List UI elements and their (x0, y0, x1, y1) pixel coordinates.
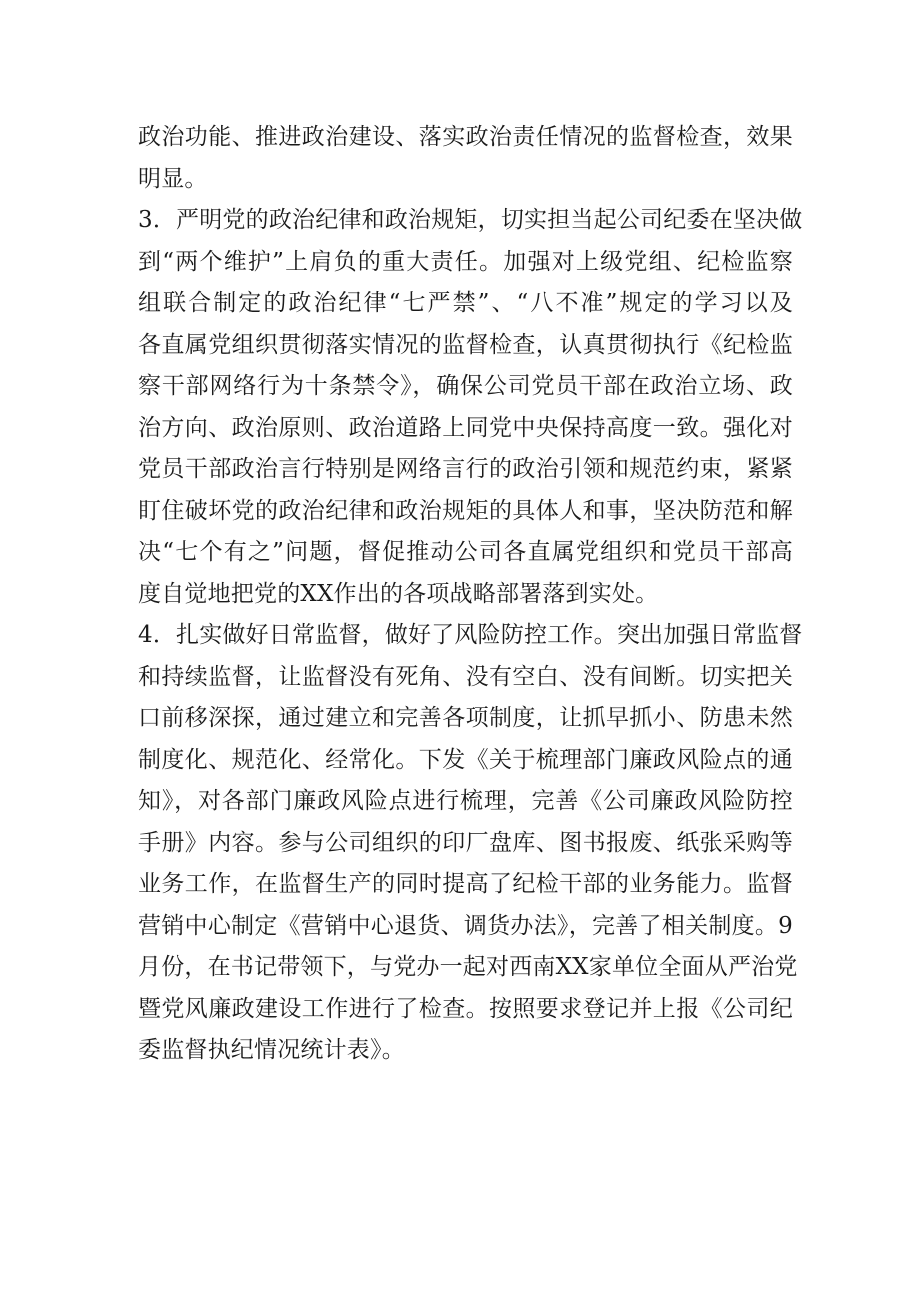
text-line: 党员干部政治言行特别是网络言行的政治引领和规范约束，紧紧 (138, 456, 793, 482)
text-line: 营销中心制定《营销中心退货、调货办法》，完善了相关制度。9 (138, 912, 793, 939)
text-line: 政治功能、推进政治建设、落实政治责任情况的监督检查，效果 (138, 124, 793, 150)
text-line: 暨党风廉政建设工作进行了检查。按照要求登记并上报《公司纪 (138, 995, 793, 1022)
text-line: 到“两个维护”上肩负的重大责任。加强对上级党组、纪检监察 (138, 248, 793, 275)
text-line: 度自觉地把党的XX作出的各项战略部署落到实处。 (138, 580, 659, 607)
text-line: 治方向、政治原则、政治道路上同党中央保持高度一致。强化对 (138, 414, 793, 441)
text-line: 盯住破坏党的政治纪律和政治规矩的具体人和事，坚决防范和解 (138, 497, 793, 524)
text-line: 月份，在书记带领下，与党办一起对西南XX家单位全面从严治党 (138, 954, 798, 980)
text-line: 3．严明党的政治纪律和政治规矩，切实担当起公司纪委在坚决做 (138, 207, 803, 233)
text-line: 4．扎实做好日常监督，做好了风险防控工作。突出加强日常监督 (138, 622, 803, 648)
text-line: 知》，对各部门廉政风险点进行梳理，完善《公司廉政风险防控 (138, 788, 793, 814)
text-line: 口前移深探，通过建立和完善各项制度，让抓早抓小、防患未然 (138, 705, 793, 731)
text-line: 各直属党组织贯彻落实情况的监督检查，认真贯彻执行《纪检监 (138, 331, 793, 358)
text-line: 决“七个有之”问题，督促推动公司各直属党组织和党员干部高 (138, 539, 793, 565)
text-line: 组联合制定的政治纪律“七严禁”、“八不准”规定的学习以及 (138, 290, 793, 316)
text-line: 和持续监督，让监督没有死角、没有空白、没有间断。切实把关 (138, 663, 793, 690)
text-line: 察干部网络行为十条禁令》，确保公司党员干部在政治立场、政 (138, 373, 793, 399)
text-line: 手册》内容。参与公司组织的印厂盘库、图书报废、纸张采购等 (138, 829, 793, 856)
text-line: 制度化、规范化、经常化。下发《关于梳理部门廉政风险点的通 (138, 746, 793, 773)
text-line: 委监督执纪情况统计表》。 (138, 1037, 405, 1063)
text-line: 业务工作，在监督生产的同时提高了纪检干部的业务能力。监督 (138, 871, 793, 897)
text-line: 明显。 (138, 165, 208, 192)
body-text (138, 117, 803, 1072)
